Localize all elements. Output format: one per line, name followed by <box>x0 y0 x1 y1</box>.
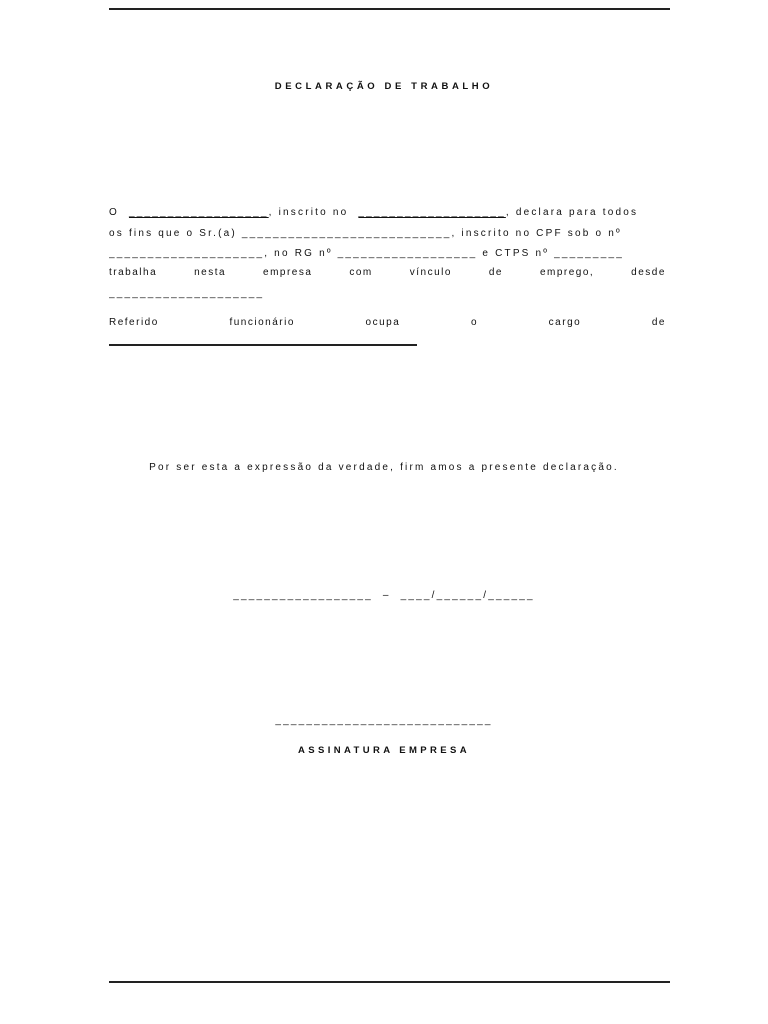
company-registration-field: ___________________ <box>358 207 506 218</box>
word: de <box>488 267 503 278</box>
body-line-6 <box>109 317 666 329</box>
body-text-o: O <box>109 207 119 218</box>
start-date-field: ____________________ <box>109 288 265 299</box>
word: trabalha <box>109 267 158 278</box>
word: com <box>349 267 373 278</box>
place-date-field: __________________ – ____/______/______ <box>233 590 535 601</box>
bottom-rule <box>109 981 670 983</box>
word: o <box>470 317 479 328</box>
word: cargo <box>548 317 582 328</box>
word: emprego, <box>539 267 595 278</box>
closing-statement: Por ser esta a expressão da verdade, firm amos a presente declaração. <box>149 462 619 473</box>
top-rule <box>109 8 670 10</box>
word: nesta <box>194 267 227 278</box>
body-text-inscrito: , inscrito no <box>268 207 349 218</box>
word: de <box>651 317 666 328</box>
body-text-declara: , declara para todos <box>505 207 639 218</box>
signature-label: ASSINATURA EMPRESA <box>297 745 471 756</box>
body-line-2: os fins que o Sr.(a) ___________________________, inscrito no CPF sob o nº <box>109 228 622 239</box>
company-name-field: __________________ <box>128 207 269 218</box>
body-line-3: ____________________, no RG nº __________________ e CTPS nº _________ <box>109 248 624 259</box>
word: ocupa <box>365 317 401 328</box>
word: desde <box>631 267 666 278</box>
word: funcionário <box>229 317 295 328</box>
word: vínculo <box>409 267 452 278</box>
document-title: DECLARAÇÃO DE TRABALHO <box>274 81 494 92</box>
body-line-4 <box>109 267 666 279</box>
job-title-field <box>109 344 417 346</box>
word: Referido <box>109 317 159 328</box>
word: empresa <box>263 267 313 278</box>
signature-line: ____________________________ <box>275 715 493 726</box>
body-line-1 <box>109 207 666 219</box>
